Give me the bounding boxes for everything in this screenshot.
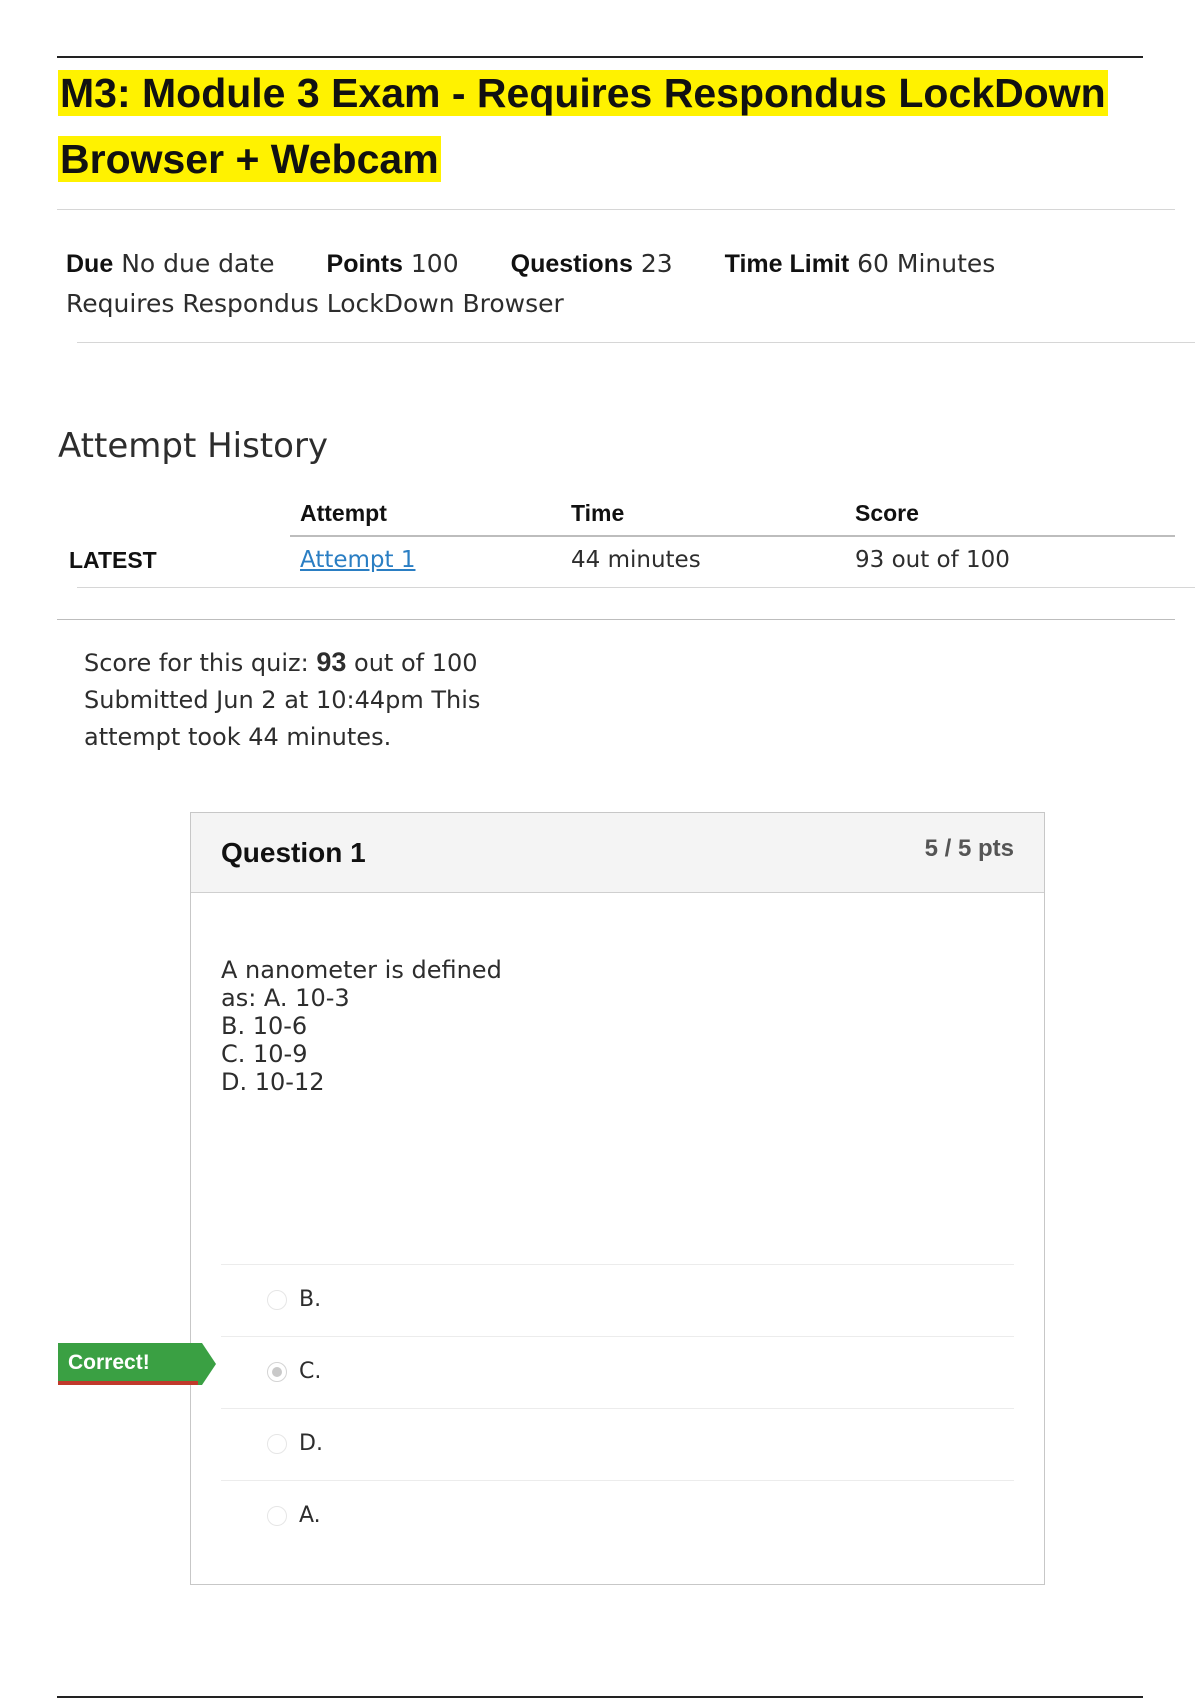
page-title-text: M3: Module 3 Exam - Requires Respondus LockDown Browser + Webcam [60,70,1106,182]
divider [57,619,1175,620]
answer-label: A. [299,1503,321,1528]
table-row-rule [77,587,1195,588]
attempt-history-heading: Attempt History [58,426,329,466]
correct-answer-flag [58,1343,216,1386]
quiz-score-summary [84,644,484,756]
column-header-time: Time [571,500,625,526]
requirement-text: Requires Respondus LockDown Browser [66,289,564,318]
answer-label: C. [299,1359,322,1384]
summary-suffix: out of 100 Submitted Jun 2 at 10:44pm This attempt took 44 minutes. [84,649,481,751]
page-title [58,60,1178,192]
due-label: Due [66,250,114,278]
radio-button-selected[interactable] [267,1362,287,1382]
divider [77,342,1195,343]
answer-label: D. [299,1431,323,1456]
summary-score: 93 [316,647,347,677]
radio-button[interactable] [267,1506,287,1526]
answer-option-selected[interactable] [221,1336,1014,1408]
column-header-attempt: Attempt [300,500,387,526]
table-header-rule [290,535,1175,537]
question-header [191,813,1044,893]
top-rule [57,56,1143,58]
latest-tag: LATEST [69,547,157,573]
radio-button[interactable] [267,1434,287,1454]
questions-label: Questions [510,250,633,278]
time-limit-value: 60 Minutes [857,249,996,278]
question-points: 5 / 5 pts [924,835,1014,862]
summary-prefix: Score for this quiz: [84,649,309,677]
answer-label: B. [299,1287,322,1312]
question-text: A nanometer is defined as: A. 10-3 B. 10-6 C. 10-9 D. 10-12 [221,956,502,1096]
correct-flag-text: Correct! [68,1351,150,1374]
radio-button[interactable] [267,1290,287,1310]
questions-value: 23 [640,249,673,278]
column-header-score: Score [855,500,919,526]
attempt-time: 44 minutes [571,547,701,573]
answer-option[interactable] [221,1264,1014,1336]
quiz-details [66,244,1046,324]
points-value: 100 [410,249,459,278]
answer-option[interactable] [221,1480,1014,1552]
bottom-rule [57,1696,1143,1698]
question-title: Question 1 [221,837,366,868]
due-value: No due date [121,249,275,278]
attempt-link[interactable]: Attempt 1 [300,547,416,573]
divider [57,209,1175,210]
answer-option[interactable] [221,1408,1014,1480]
time-limit-label: Time Limit [724,250,850,278]
points-label: Points [326,250,403,278]
question-card [190,812,1045,1585]
attempt-score: 93 out of 100 [855,547,1010,573]
